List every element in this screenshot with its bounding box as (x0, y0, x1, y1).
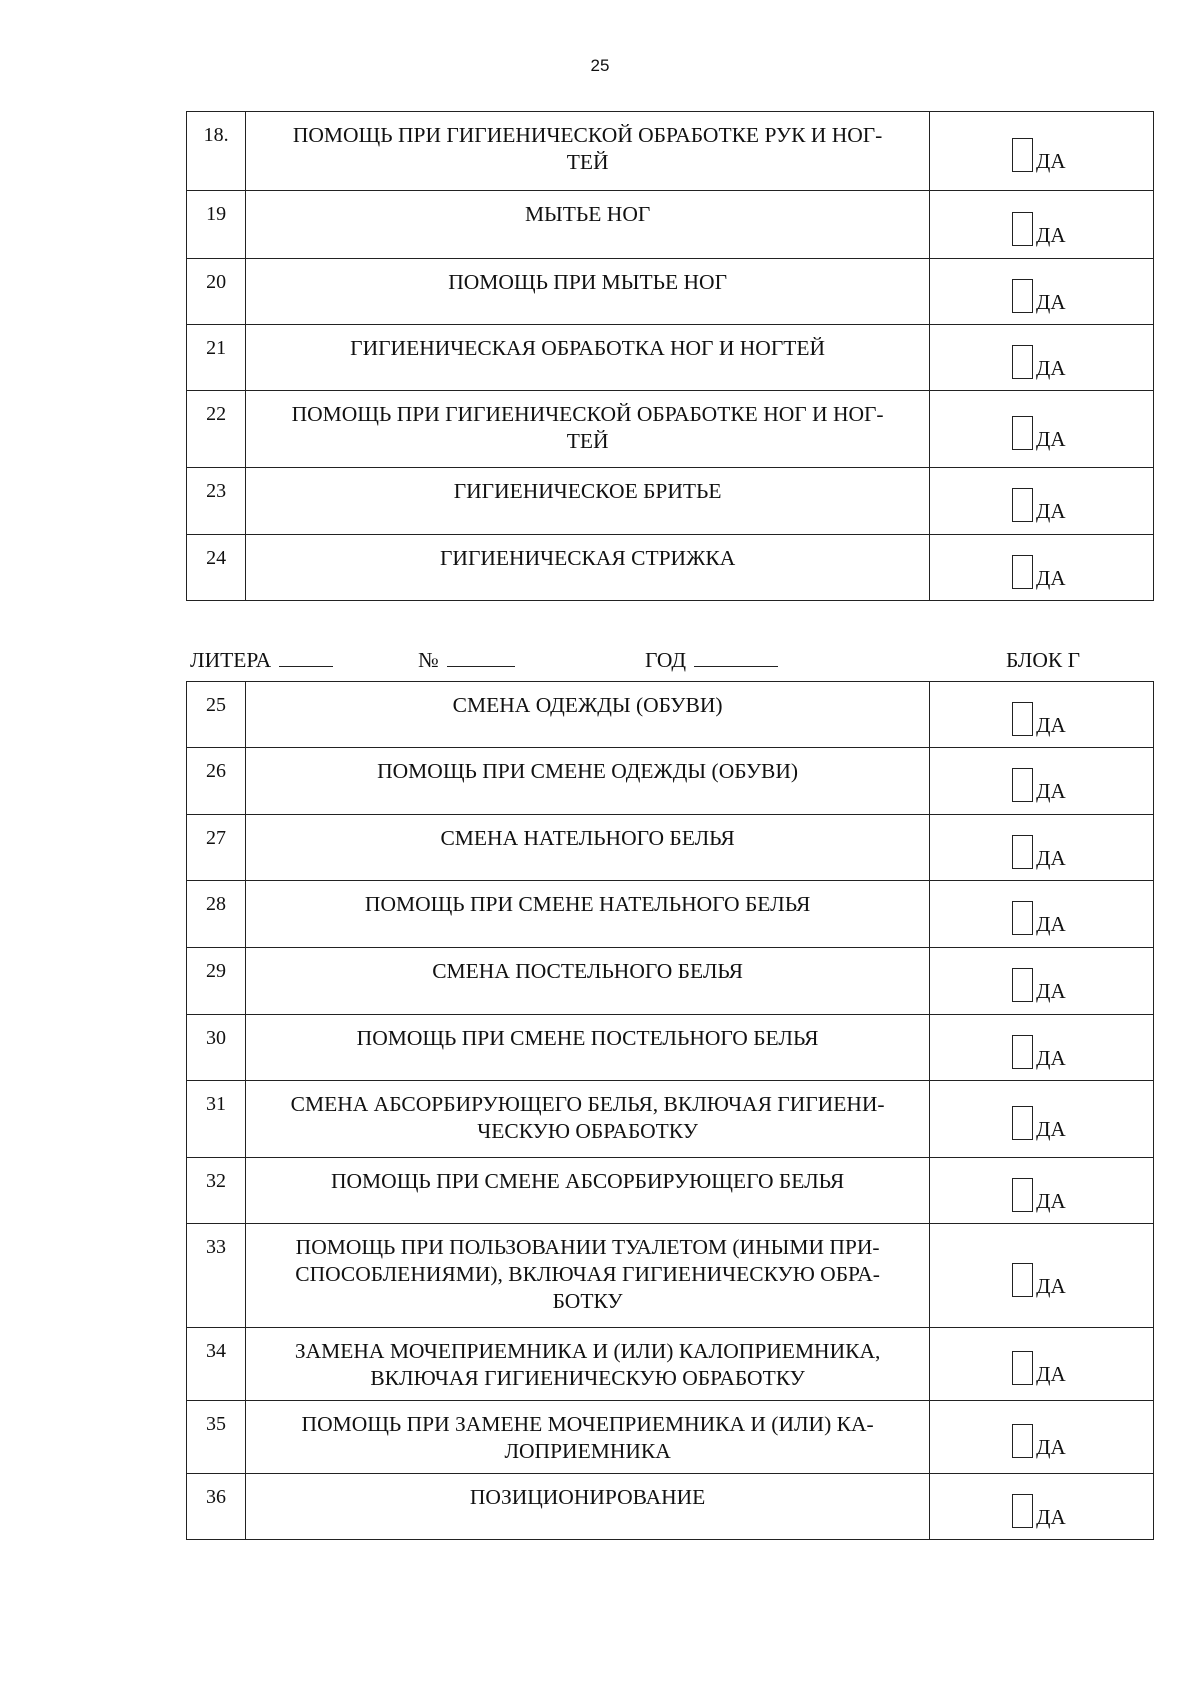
item-description: ПОМОЩЬ ПРИ МЫТЬЕ НОГ (246, 259, 930, 325)
item-number: 18. (187, 112, 246, 191)
yes-label: ДА (1036, 499, 1066, 523)
item-description: ГИГИЕНИЧЕСКАЯ ОБРАБОТКА НОГ И НОГТЕЙ (246, 325, 930, 391)
item-number: 28 (187, 881, 246, 948)
yes-label: ДА (1036, 1435, 1066, 1459)
answer-cell (930, 468, 1154, 535)
answer-cell (930, 1328, 1154, 1401)
item-description: ПОМОЩЬ ПРИ ПОЛЬЗОВАНИИ ТУАЛЕТОМ (ИНЫМИ ПРИ- СПОСОБЛЕНИЯМИ), ВКЛЮЧАЯ ГИГИЕНИЧЕСКУЮ ОБРА- БОТКУ (246, 1224, 930, 1328)
answer-cell (930, 535, 1154, 601)
checkbox[interactable] (1012, 1035, 1033, 1069)
number-blank[interactable] (447, 648, 515, 667)
item-description: ЗАМЕНА МОЧЕПРИЕМНИКА И (ИЛИ) КАЛОПРИЕМНИКА, ВКЛЮЧАЯ ГИГИЕНИЧЕСКУЮ ОБРАБОТКУ (246, 1328, 930, 1401)
yes-option[interactable] (1012, 1035, 1153, 1069)
item-number: 20 (187, 259, 246, 325)
answer-cell (930, 112, 1154, 191)
table-row (187, 1158, 1154, 1224)
answer-cell (930, 391, 1154, 468)
yes-label: ДА (1036, 712, 1066, 737)
yes-option[interactable] (1012, 1424, 1153, 1458)
checkbox[interactable] (1012, 555, 1033, 589)
yes-label: ДА (1036, 1504, 1066, 1529)
item-description: СМЕНА ОДЕЖДЫ (ОБУВИ) (246, 682, 930, 748)
item-number: 35 (187, 1401, 246, 1474)
item-number: 31 (187, 1081, 246, 1158)
yes-option[interactable] (1012, 1106, 1153, 1140)
yes-option[interactable] (1012, 488, 1153, 522)
yes-label: ДА (1036, 979, 1066, 1003)
yes-label: ДА (1036, 845, 1066, 870)
item-number: 36 (187, 1474, 246, 1540)
yes-option[interactable] (1012, 416, 1153, 450)
checkbox[interactable] (1012, 488, 1033, 522)
checkbox[interactable] (1012, 1178, 1033, 1212)
checkbox[interactable] (1012, 1106, 1033, 1140)
checkbox[interactable] (1012, 345, 1033, 379)
checkbox[interactable] (1012, 768, 1033, 802)
item-description: ГИГИЕНИЧЕСКАЯ СТРИЖКА (246, 535, 930, 601)
checkbox[interactable] (1012, 279, 1033, 313)
yes-label: ДА (1036, 565, 1066, 590)
year-field[interactable] (645, 648, 778, 673)
item-description: СМЕНА НАТЕЛЬНОГО БЕЛЬЯ (246, 815, 930, 881)
year-label: ГОД (645, 648, 687, 672)
checkbox[interactable] (1012, 835, 1033, 869)
table-row (187, 1081, 1154, 1158)
item-number: 21 (187, 325, 246, 391)
answer-cell (930, 815, 1154, 881)
yes-label: ДА (1036, 1117, 1066, 1141)
item-number: 19 (187, 191, 246, 259)
yes-label: ДА (1036, 779, 1066, 803)
item-description: ПОМОЩЬ ПРИ СМЕНЕ НАТЕЛЬНОГО БЕЛЬЯ (246, 881, 930, 948)
item-description: МЫТЬЕ НОГ (246, 191, 930, 259)
yes-label: ДА (1036, 1188, 1066, 1213)
yes-option[interactable] (1012, 1494, 1153, 1528)
answer-cell (930, 1015, 1154, 1081)
table-row (187, 468, 1154, 535)
item-number: 26 (187, 748, 246, 815)
answer-cell (930, 259, 1154, 325)
yes-option[interactable] (1012, 212, 1153, 246)
item-number: 27 (187, 815, 246, 881)
yes-label: ДА (1036, 912, 1066, 936)
yes-label: ДА (1036, 289, 1066, 314)
answer-cell (930, 948, 1154, 1015)
answer-cell (930, 748, 1154, 815)
checkbox[interactable] (1012, 138, 1033, 172)
yes-option[interactable] (1012, 555, 1153, 589)
checkbox[interactable] (1012, 416, 1033, 450)
item-number: 25 (187, 682, 246, 748)
litera-field[interactable] (190, 648, 333, 673)
item-description: ПОМОЩЬ ПРИ СМЕНЕ АБСОРБИРУЮЩЕГО БЕЛЬЯ (246, 1158, 930, 1224)
yes-label: ДА (1036, 355, 1066, 380)
answer-cell (930, 1474, 1154, 1540)
item-number: 22 (187, 391, 246, 468)
item-number: 30 (187, 1015, 246, 1081)
yes-label: ДА (1036, 149, 1066, 173)
checkbox[interactable] (1012, 212, 1033, 246)
table-row (187, 112, 1154, 191)
table-row (187, 1401, 1154, 1474)
table-row (187, 259, 1154, 325)
yes-option[interactable] (1012, 768, 1153, 802)
table-row (187, 1224, 1154, 1328)
yes-option[interactable] (1012, 1178, 1153, 1212)
yes-option[interactable] (1012, 968, 1153, 1002)
answer-cell (930, 325, 1154, 391)
yes-label: ДА (1036, 1273, 1066, 1298)
care-items-table-2 (186, 681, 1154, 1540)
item-description: ПОМОЩЬ ПРИ СМЕНЕ ОДЕЖДЫ (ОБУВИ) (246, 748, 930, 815)
yes-option[interactable] (1012, 138, 1153, 172)
item-number: 32 (187, 1158, 246, 1224)
checkbox[interactable] (1012, 1494, 1033, 1528)
number-field[interactable] (418, 648, 515, 673)
block-label: БЛОК Г (1006, 648, 1081, 672)
table-row (187, 682, 1154, 748)
table-row (187, 881, 1154, 948)
page-number: 25 (590, 56, 610, 75)
item-number: 23 (187, 468, 246, 535)
number-label: № (418, 648, 439, 672)
yes-label: ДА (1036, 1362, 1066, 1386)
answer-cell (930, 1081, 1154, 1158)
answer-cell (930, 1224, 1154, 1328)
yes-option[interactable] (1012, 279, 1153, 313)
table-row (187, 1328, 1154, 1401)
table-row (187, 391, 1154, 468)
yes-option[interactable] (1012, 345, 1153, 379)
yes-label: ДА (1036, 427, 1066, 451)
item-number: 24 (187, 535, 246, 601)
table-row (187, 815, 1154, 881)
answer-cell (930, 682, 1154, 748)
answer-cell (930, 881, 1154, 948)
care-items-table-1 (186, 111, 1154, 601)
checkbox[interactable] (1012, 1351, 1033, 1385)
table-row (187, 1474, 1154, 1540)
yes-option[interactable] (1012, 1263, 1153, 1297)
table-row (187, 1015, 1154, 1081)
yes-option[interactable] (1012, 702, 1153, 736)
answer-cell (930, 1158, 1154, 1224)
item-description: СМЕНА ПОСТЕЛЬНОГО БЕЛЬЯ (246, 948, 930, 1015)
item-description: ГИГИЕНИЧЕСКОЕ БРИТЬЕ (246, 468, 930, 535)
item-number: 34 (187, 1328, 246, 1401)
table-row (187, 325, 1154, 391)
litera-label: ЛИТЕРА (190, 648, 272, 672)
item-description: СМЕНА АБСОРБИРУЮЩЕГО БЕЛЬЯ, ВКЛЮЧАЯ ГИГИЕНИ- ЧЕСКУЮ ОБРАБОТКУ (246, 1081, 930, 1158)
item-number: 33 (187, 1224, 246, 1328)
checkbox[interactable] (1012, 1424, 1033, 1458)
item-description: ПОМОЩЬ ПРИ ЗАМЕНЕ МОЧЕПРИЕМНИКА И (ИЛИ) КА- ЛОПРИЕМНИКА (246, 1401, 930, 1474)
answer-cell (930, 1401, 1154, 1474)
yes-label: ДА (1036, 1045, 1066, 1070)
item-description: ПОМОЩЬ ПРИ СМЕНЕ ПОСТЕЛЬНОГО БЕЛЬЯ (246, 1015, 930, 1081)
answer-cell (930, 191, 1154, 259)
yes-option[interactable] (1012, 1351, 1153, 1385)
table-row (187, 948, 1154, 1015)
table-row (187, 535, 1154, 601)
item-description: ПОМОЩЬ ПРИ ГИГИЕНИЧЕСКОЙ ОБРАБОТКЕ РУК И НОГ- ТЕЙ (246, 112, 930, 191)
yes-label: ДА (1036, 222, 1066, 247)
checkbox[interactable] (1012, 1263, 1033, 1297)
yes-option[interactable] (1012, 901, 1153, 935)
table-row (187, 748, 1154, 815)
checkbox[interactable] (1012, 968, 1033, 1002)
checkbox[interactable] (1012, 702, 1033, 736)
item-number: 29 (187, 948, 246, 1015)
block-header (190, 648, 1090, 678)
item-description: ПОМОЩЬ ПРИ ГИГИЕНИЧЕСКОЙ ОБРАБОТКЕ НОГ И НОГ- ТЕЙ (246, 391, 930, 468)
litera-blank[interactable] (279, 648, 333, 667)
checkbox[interactable] (1012, 901, 1033, 935)
yes-option[interactable] (1012, 835, 1153, 869)
item-description: ПОЗИЦИОНИРОВАНИЕ (246, 1474, 930, 1540)
year-blank[interactable] (694, 648, 778, 667)
table-row (187, 191, 1154, 259)
